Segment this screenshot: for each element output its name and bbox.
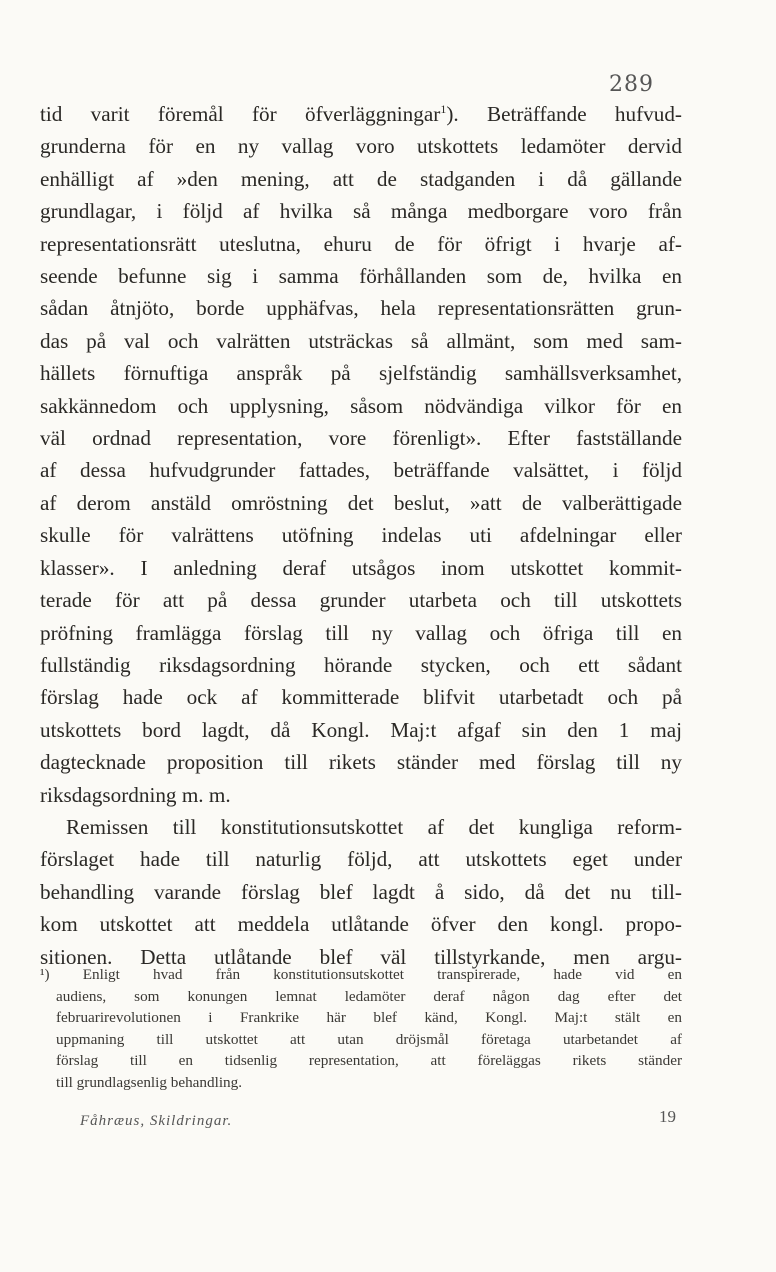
text-line-content: hällets förnuftiga anspråk på sjelfständig samhällsverksamhet,	[40, 361, 682, 386]
text-line	[40, 876, 682, 908]
text-line-content: kom utskottet att meddela utlåtande öfver den kongl. propo-	[40, 912, 682, 937]
text-line	[40, 454, 682, 486]
text-line-content: af derom anstäld omröstning det beslut, »att de valberättigade	[40, 490, 682, 515]
text-line	[40, 746, 682, 778]
text-line	[40, 130, 682, 162]
text-line-content: tid varit föremål för öfverläggningar	[40, 102, 441, 126]
text-line-content: riksdagsordning m. m.	[40, 782, 231, 807]
text-line	[40, 843, 682, 875]
text-line-content: behandling varande förslag blef lagdt å sido, då det nu till-	[40, 879, 682, 904]
text-line	[40, 908, 682, 940]
page-footer	[80, 1107, 676, 1130]
text-line	[40, 584, 682, 616]
text-line-content: dagtecknade proposition till rikets ständer med förslag till ny	[40, 750, 682, 775]
text-line-content: förslaget hade till naturlig följd, att utskottets eget under	[40, 847, 682, 872]
text-line	[40, 357, 682, 389]
printer-signature: 19	[659, 1107, 676, 1126]
body-text	[40, 98, 682, 973]
text-line-content: enhälligt af »den mening, att de stadganden i då gällande	[40, 166, 682, 191]
text-line-content: das på val och valrätten utsträckas så allmänt, som med sam-	[40, 328, 682, 353]
text-line-content: sitionen. Detta utlåtande blef väl tillstyrkande, men argu-	[40, 944, 682, 969]
text-line	[40, 519, 682, 551]
text-line-content: skulle för valrättens utöfning indelas uti afdelningar eller	[40, 523, 682, 548]
text-line-tail: ). Beträffande hufvud-	[446, 102, 682, 126]
text-line-content: sådan åtnjöto, borde upphäfvas, hela representationsrätten grun-	[40, 296, 682, 321]
text-line	[40, 260, 682, 292]
footnote-line: uppmaning till utskottet att utan dröjsmål företaga utarbetandet af	[56, 1030, 682, 1048]
footnote-line: ¹) Enligt hvad från konstitutionsutskottet transpirerade, hade vid en	[40, 966, 682, 983]
text-line-content: seende befunne sig i samma förhållanden som de, hvilka en	[40, 264, 682, 289]
footnote-marker: 1	[440, 101, 447, 116]
text-line-content: väl ordnad representation, vore förenligt». Efter fastställande	[40, 426, 682, 451]
text-line	[40, 195, 682, 227]
footnote-line: februarirevolutionen i Frankrike här blef känd, Kongl. Maj:t stält en	[56, 1009, 682, 1027]
text-line	[40, 552, 682, 584]
text-line-content: terade för att på dessa grunder utarbeta och till utskottets	[40, 588, 682, 613]
footnote	[40, 964, 682, 1094]
text-line-content: förslag hade ock af kommitterade blifvit utarbetadt och på	[40, 685, 682, 710]
text-line	[40, 681, 682, 713]
page-number: 289	[609, 72, 654, 97]
text-line-content: grundlagar, i följd af hvilka så många medborgare voro från	[40, 199, 682, 224]
text-line	[40, 163, 682, 195]
text-line-content: sakkännedom och upplysning, såsom nödvändiga vilkor för en	[40, 393, 682, 418]
text-line-content: klasser». I anledning deraf utsågos inom utskottet kommit-	[40, 555, 682, 580]
running-footer-title: Fåhræus, Skildringar.	[80, 1113, 233, 1129]
text-line-content: pröfning framlägga förslag till ny vallag och öfriga till en	[40, 620, 682, 645]
text-line	[40, 422, 682, 454]
text-line	[40, 811, 682, 843]
footnote-line: audiens, som konungen lemnat ledamöter deraf någon dag efter det	[56, 987, 682, 1005]
text-line-content: utskottets bord lagdt, då Kongl. Maj:t afgaf sin den 1 maj	[40, 717, 682, 742]
text-line	[40, 649, 682, 681]
footnote-line: förslag till en tidsenlig representation, att föreläggas rikets ständer	[56, 1052, 682, 1070]
footnote-line: till grundlagsenlig behandling.	[56, 1073, 243, 1091]
text-line-content: af dessa hufvudgrunder fattades, beträffande valsättet, i följd	[40, 458, 682, 483]
text-line	[40, 617, 682, 649]
text-line	[40, 779, 682, 811]
text-line	[40, 487, 682, 519]
text-line-content: fullständig riksdagsordning hörande stycken, och ett sådant	[40, 652, 682, 677]
text-line	[40, 325, 682, 357]
text-line	[40, 390, 682, 422]
text-line-content: grunderna för en ny vallag voro utskottets ledamöter dervid	[40, 134, 682, 159]
text-line	[40, 292, 682, 324]
text-line-content: Remissen till konstitutionsutskottet af det kungliga reform-	[66, 814, 682, 839]
text-line	[40, 714, 682, 746]
text-line-content: representationsrätt uteslutna, ehuru de för öfrigt i hvarje af-	[40, 231, 682, 256]
text-line	[40, 228, 682, 260]
text-line	[40, 98, 682, 130]
